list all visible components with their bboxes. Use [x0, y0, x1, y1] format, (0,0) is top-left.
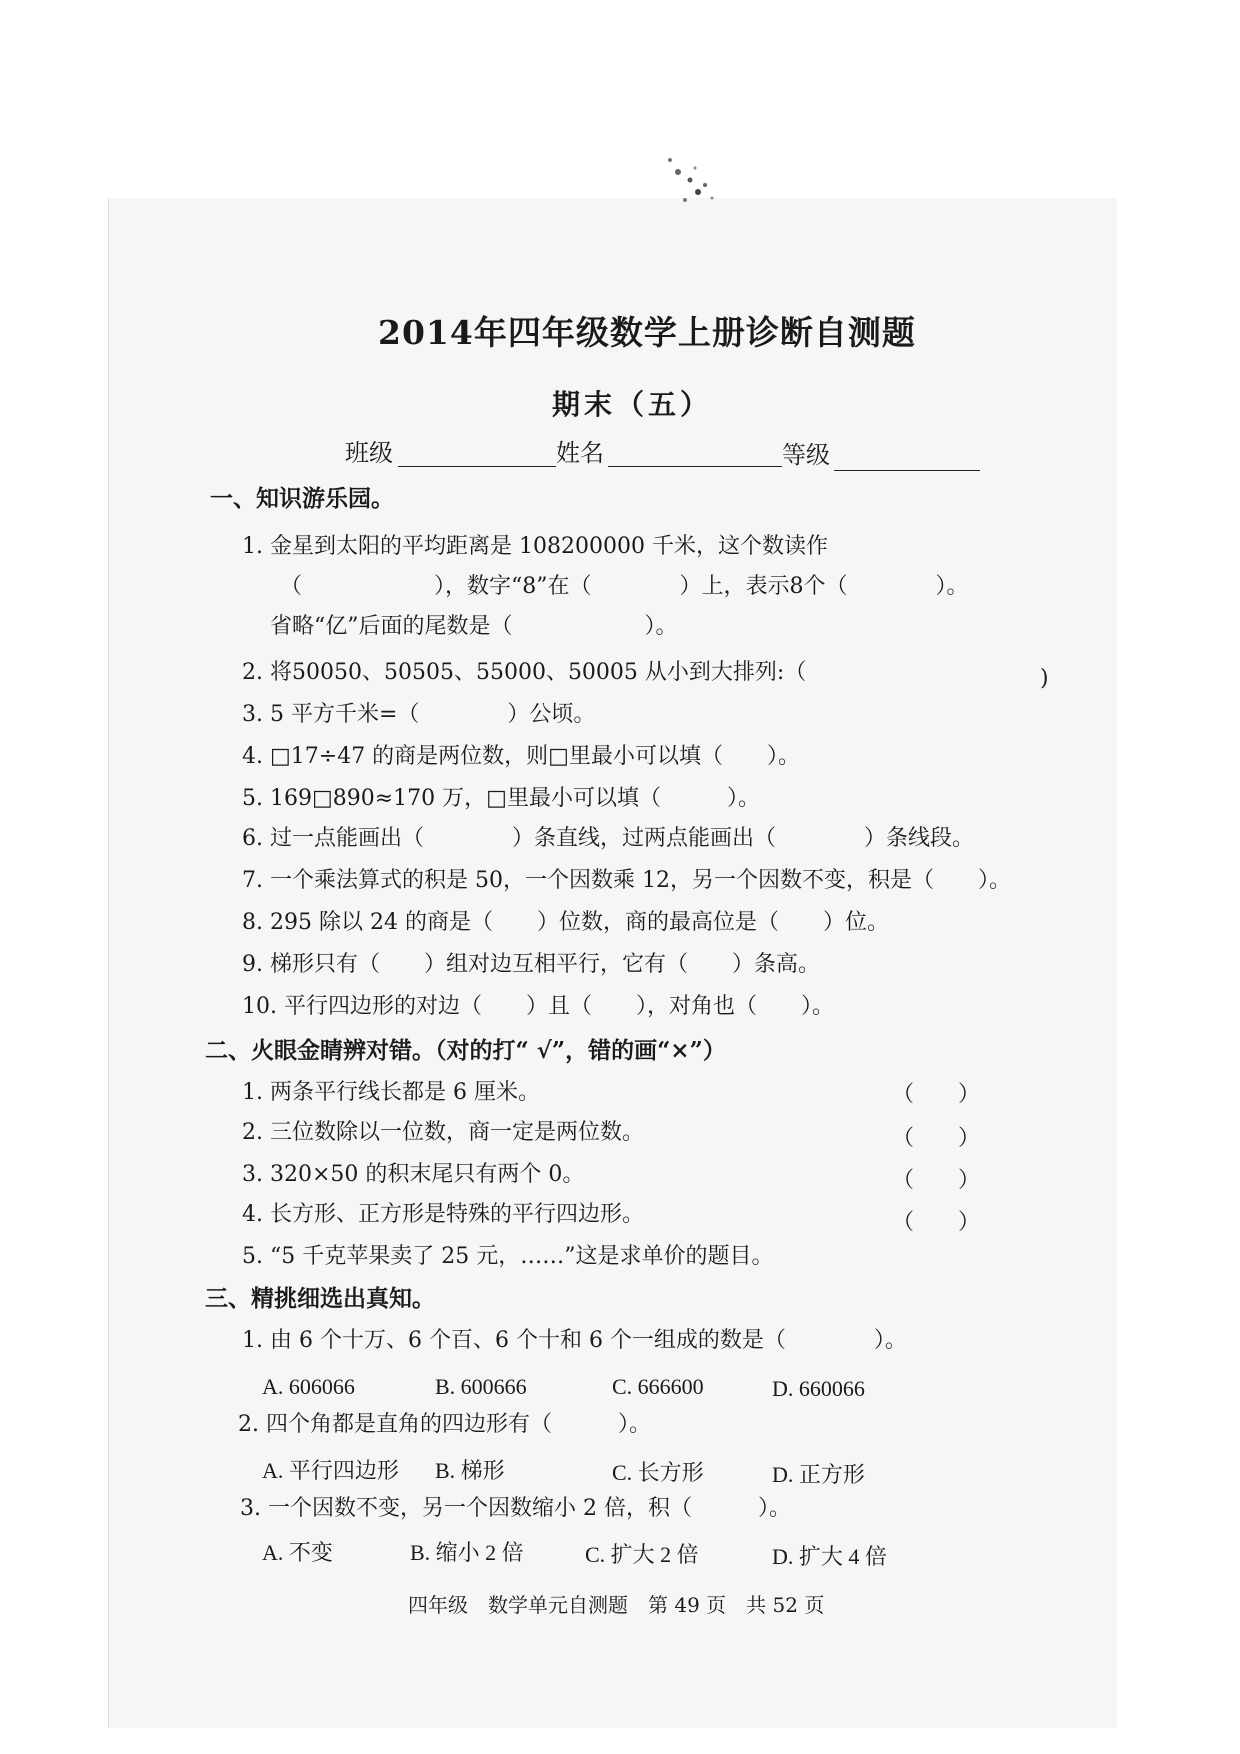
s2-item-5: 5. “5 千克苹果卖了 25 元，……”这是求单价的题目。: [242, 1244, 774, 1269]
page-footer: 四年级 数学单元自测题 第 49 页 共 52 页: [408, 1593, 825, 1617]
s1-q1-line1: 1. 金星到太阳的平均距离是 108200000 千米，这个数读作: [242, 534, 828, 559]
s3-q1-option-b[interactable]: B. 600666: [435, 1374, 527, 1399]
s1-q7: 7. 一个乘法算式的积是 50，一个因数乘 12，另一个因数不变，积是（ ）。: [242, 868, 1011, 893]
section-1-heading: 一、知识游乐园。: [210, 485, 394, 512]
grade-label: 等级: [782, 441, 830, 469]
s3-q1-option-d[interactable]: D. 660066: [772, 1376, 865, 1401]
section-2-heading: 二、火眼金睛辨对错。（对的打“ √”，错的画“×”）: [205, 1037, 726, 1064]
s1-q5: 5. 169□890≈170 万，□里最小可以填（ ）。: [242, 786, 760, 811]
s2-blank-4[interactable]: （ ）: [892, 1210, 981, 1235]
s1-q4: 4. □17÷47 的商是两位数，则□里最小可以填（ ）。: [242, 744, 800, 769]
s3-q3: 3. 一个因数不变，另一个因数缩小 2 倍，积（ ）。: [240, 1496, 791, 1521]
s2-item-1: 1. 两条平行线长都是 6 厘米。: [242, 1080, 540, 1105]
s1-q3: 3. 5 平方千米=（ ）公顷。: [242, 702, 596, 727]
s3-q2-option-b[interactable]: B. 梯形: [435, 1458, 505, 1483]
s1-q1-line2: （ ），数字“8”在（ ）上，表示8个（ ）。: [280, 574, 969, 599]
s2-item-4: 4. 长方形、正方形是特殊的平行四边形。: [242, 1202, 644, 1227]
s1-q2: 2. 将50050、50505、55000、50005 从小到大排列:（: [242, 660, 807, 685]
s3-q3-option-a[interactable]: A. 不变: [262, 1540, 333, 1565]
s3-q3-option-c[interactable]: C. 扩大 2 倍: [585, 1542, 699, 1567]
s3-q2-option-c[interactable]: C. 长方形: [612, 1460, 704, 1485]
s1-q2-close-paren: ): [1040, 666, 1049, 691]
s2-blank-2[interactable]: （ ）: [892, 1126, 981, 1151]
s1-q8: 8. 295 除以 24 的商是（ ）位数，商的最高位是（ ）位。: [242, 910, 889, 935]
s2-blank-3[interactable]: （ ）: [892, 1168, 981, 1193]
grade-field[interactable]: [834, 470, 980, 471]
s2-item-3: 3. 320×50 的积末尾只有两个 0。: [242, 1162, 585, 1187]
s1-q9: 9. 梯形只有（ ）组对边互相平行，它有（ ）条高。: [242, 952, 820, 977]
scan-dust-marks: [650, 150, 740, 220]
section-3-heading: 三、精挑细选出真知。: [205, 1285, 435, 1312]
page-title: 2014年四年级数学上册诊断自测题: [378, 313, 916, 352]
name-field[interactable]: [608, 466, 782, 467]
class-label: 班级: [345, 439, 393, 467]
s1-q6: 6. 过一点能画出（ ）条直线，过两点能画出（ ）条线段。: [242, 826, 974, 851]
name-label: 姓名: [556, 439, 604, 467]
s3-q2: 2. 四个角都是直角的四边形有（ ）。: [238, 1412, 651, 1437]
s1-q10: 10. 平行四边形的对边（ ）且（ ），对角也（ ）。: [242, 994, 834, 1019]
s3-q1-option-a[interactable]: A. 606066: [262, 1374, 355, 1399]
s2-blank-1[interactable]: （ ）: [892, 1082, 981, 1107]
s2-item-2: 2. 三位数除以一位数，商一定是两位数。: [242, 1120, 644, 1145]
s1-q1-line3: 省略“亿”后面的尾数是（ ）。: [270, 614, 678, 639]
s3-q3-option-d[interactable]: D. 扩大 4 倍: [772, 1544, 887, 1569]
class-field[interactable]: [398, 466, 556, 467]
page-subtitle: 期末（五）: [552, 388, 713, 421]
s3-q2-option-d[interactable]: D. 正方形: [772, 1462, 865, 1487]
s3-q3-option-b[interactable]: B. 缩小 2 倍: [410, 1540, 524, 1565]
s3-q2-option-a[interactable]: A. 平行四边形: [262, 1458, 399, 1483]
s3-q1: 1. 由 6 个十万、6 个百、6 个十和 6 个一组成的数是（ ）。: [242, 1328, 907, 1353]
s3-q1-option-c[interactable]: C. 666600: [612, 1374, 704, 1399]
